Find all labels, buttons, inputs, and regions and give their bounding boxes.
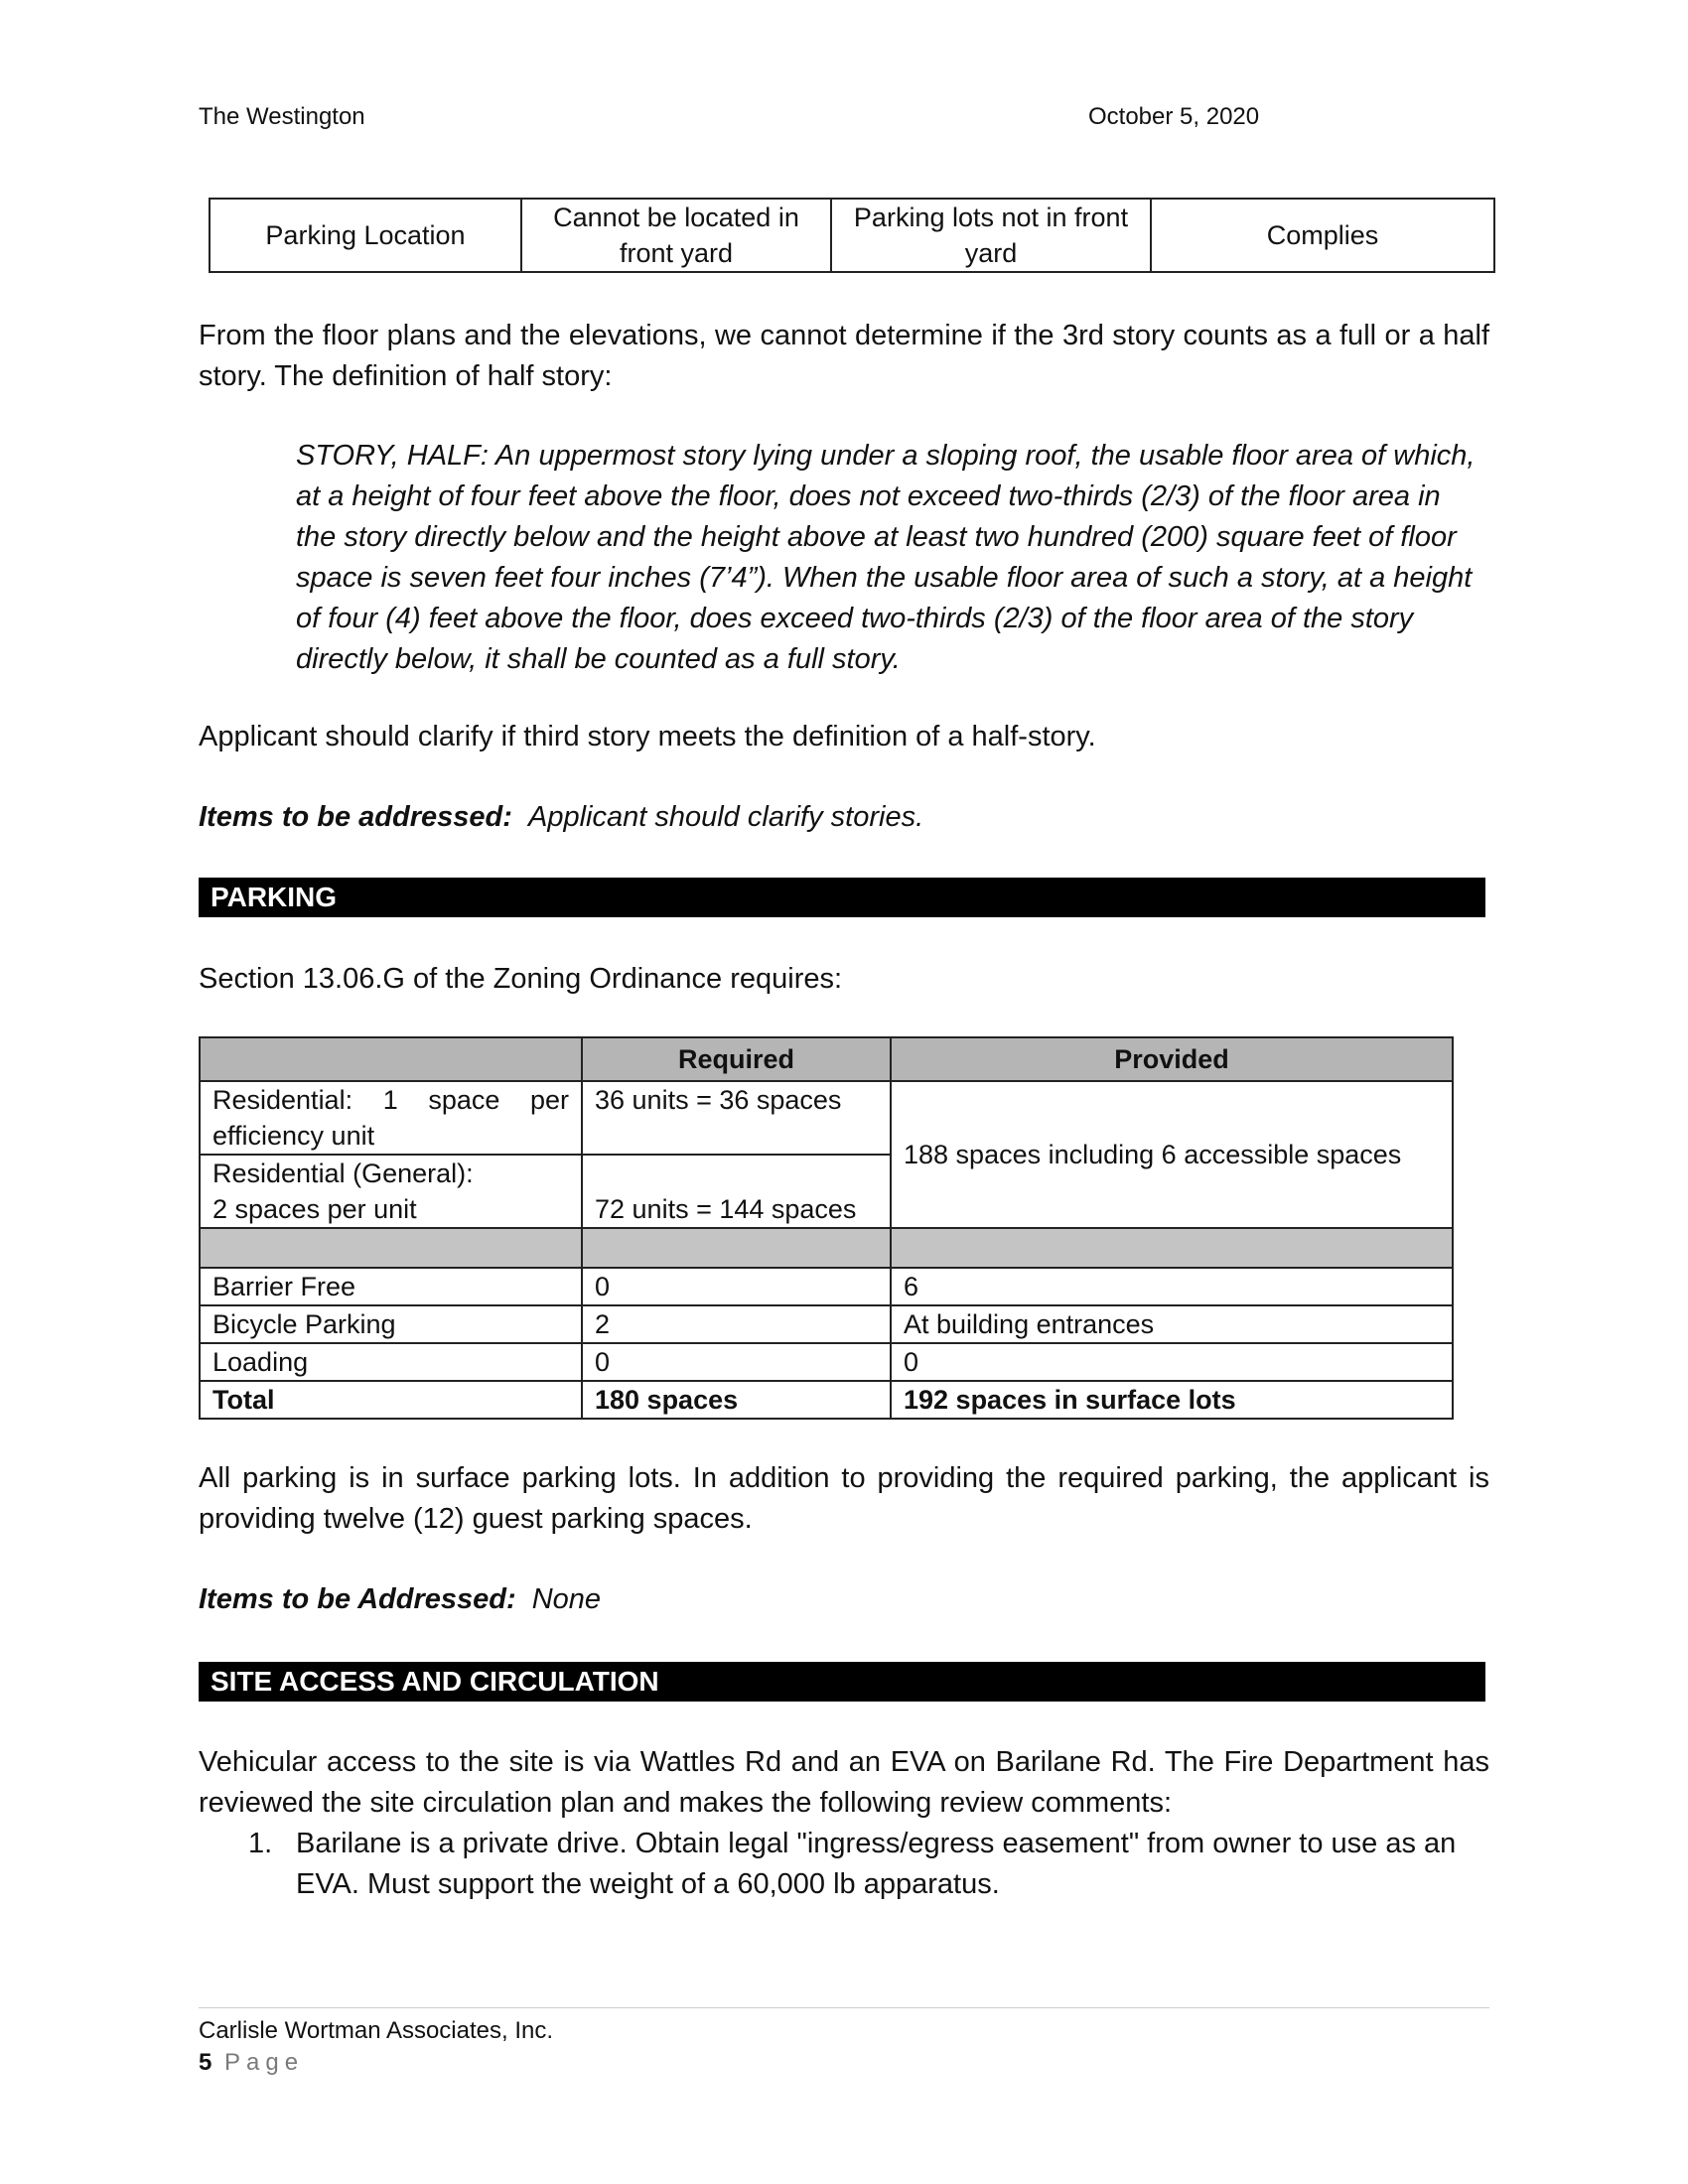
table-cell: Cannot be located in front yard — [521, 199, 831, 272]
parking-intro-paragraph: Section 13.06.G of the Zoning Ordinance requires: — [199, 963, 843, 995]
row-label: Total — [200, 1381, 582, 1419]
items-label: Items to be addressed: — [199, 801, 512, 833]
footer-company-name: Carlisle Wortman Associates, Inc. — [199, 2017, 554, 2044]
page-number: 5 — [199, 2049, 212, 2076]
row-label-line: Residential (General): — [212, 1159, 474, 1188]
provided-cell: 6 — [891, 1268, 1453, 1305]
items-label: Items to be Addressed: — [199, 1583, 516, 1615]
table-separator-row — [200, 1228, 1453, 1268]
page-label: Page — [224, 2049, 305, 2076]
table-header-row — [200, 1037, 1453, 1081]
shaded-cell — [891, 1228, 1453, 1268]
list-item-number: 1. — [248, 1828, 273, 1859]
site-access-intro-paragraph: Vehicular access to the site is via Wattles Rd and an EVA on Barilane Rd. The Fire Department has reviewed the site circulation plan and makes the following review comments: — [199, 1746, 1489, 1819]
parking-requirements-table — [199, 1036, 1454, 1420]
table-row — [200, 1305, 1453, 1343]
provided-cell: At building entrances — [891, 1305, 1453, 1343]
items-value: Applicant should clarify stories. — [528, 801, 924, 833]
items-value: None — [531, 1583, 602, 1615]
table-cell: Parking lots not in front yard — [831, 199, 1151, 272]
row-label: Loading — [200, 1343, 582, 1381]
provided-cell: 0 — [891, 1343, 1453, 1381]
footer-divider — [199, 2007, 1489, 2008]
list-item-text: Barilane is a private drive. Obtain legal "ingress/egress easement" from owner to use as an EVA. Must support the weight of a 60,000 lb apparatus. — [296, 1828, 1457, 1900]
stories-intro-paragraph: From the floor plans and the elevations, we cannot determine if the 3rd story counts as a full or a half story. The definition of half story: — [199, 320, 1489, 392]
column-header: Required — [582, 1037, 891, 1081]
row-label: Residential: 1 space per efficiency unit — [200, 1081, 582, 1155]
row-label: Bicycle Parking — [200, 1305, 582, 1343]
required-cell: 0 — [582, 1268, 891, 1305]
column-header: Provided — [891, 1037, 1453, 1081]
stories-items-to-address — [199, 797, 1489, 838]
row-label-line: 2 spaces per unit — [212, 1194, 417, 1224]
table-cell: Complies — [1151, 199, 1494, 272]
section-heading-parking: PARKING — [199, 878, 1485, 917]
row-label — [200, 1155, 582, 1228]
shaded-cell — [582, 1228, 891, 1268]
parking-location-table — [209, 198, 1495, 273]
required-cell: 36 units = 36 spaces — [582, 1081, 891, 1155]
required-cell: 0 — [582, 1343, 891, 1381]
required-cell: 180 spaces — [582, 1381, 891, 1419]
stories-clarify-paragraph: Applicant should clarify if third story meets the definition of a half-story. — [199, 721, 1096, 752]
required-cell: 2 — [582, 1305, 891, 1343]
row-label: Barrier Free — [200, 1268, 582, 1305]
provided-cell: 192 spaces in surface lots — [891, 1381, 1453, 1419]
half-story-definition: STORY, HALF: An uppermost story lying under a sloping roof, the usable floor area of which, at a height of four feet above the floor, does not exceed two-thirds (2/3) of the floor area in the story directly below and the height above at least two hundred (200) square feet of floor space is seven feet four inches (7’4”). When the usable floor area of such a story, at a height of four (4) feet above the floor, does exceed two-thirds (2/3) of the floor area of the story directly below, it shall be counted as a full story. — [296, 440, 1476, 675]
parking-items-to-address — [199, 1579, 1489, 1620]
table-total-row — [200, 1381, 1453, 1419]
header-project-name: The Westington — [199, 103, 365, 130]
table-row — [210, 199, 1494, 272]
shaded-cell — [200, 1228, 582, 1268]
table-row — [200, 1268, 1453, 1305]
footer-page-number — [199, 2049, 304, 2077]
table-row — [200, 1343, 1453, 1381]
section-heading-site-access: SITE ACCESS AND CIRCULATION — [199, 1662, 1485, 1702]
header-date: October 5, 2020 — [1088, 103, 1260, 130]
required-cell: 72 units = 144 spaces — [582, 1155, 891, 1228]
table-cell: Parking Location — [210, 199, 521, 272]
parking-summary-paragraph: All parking is in surface parking lots. In addition to providing the required parking, the applicant is providing twelve (12) guest parking spaces. — [199, 1462, 1489, 1535]
column-header — [200, 1037, 582, 1081]
provided-cell: 188 spaces including 6 accessible spaces — [891, 1081, 1453, 1228]
table-row — [200, 1081, 1453, 1155]
